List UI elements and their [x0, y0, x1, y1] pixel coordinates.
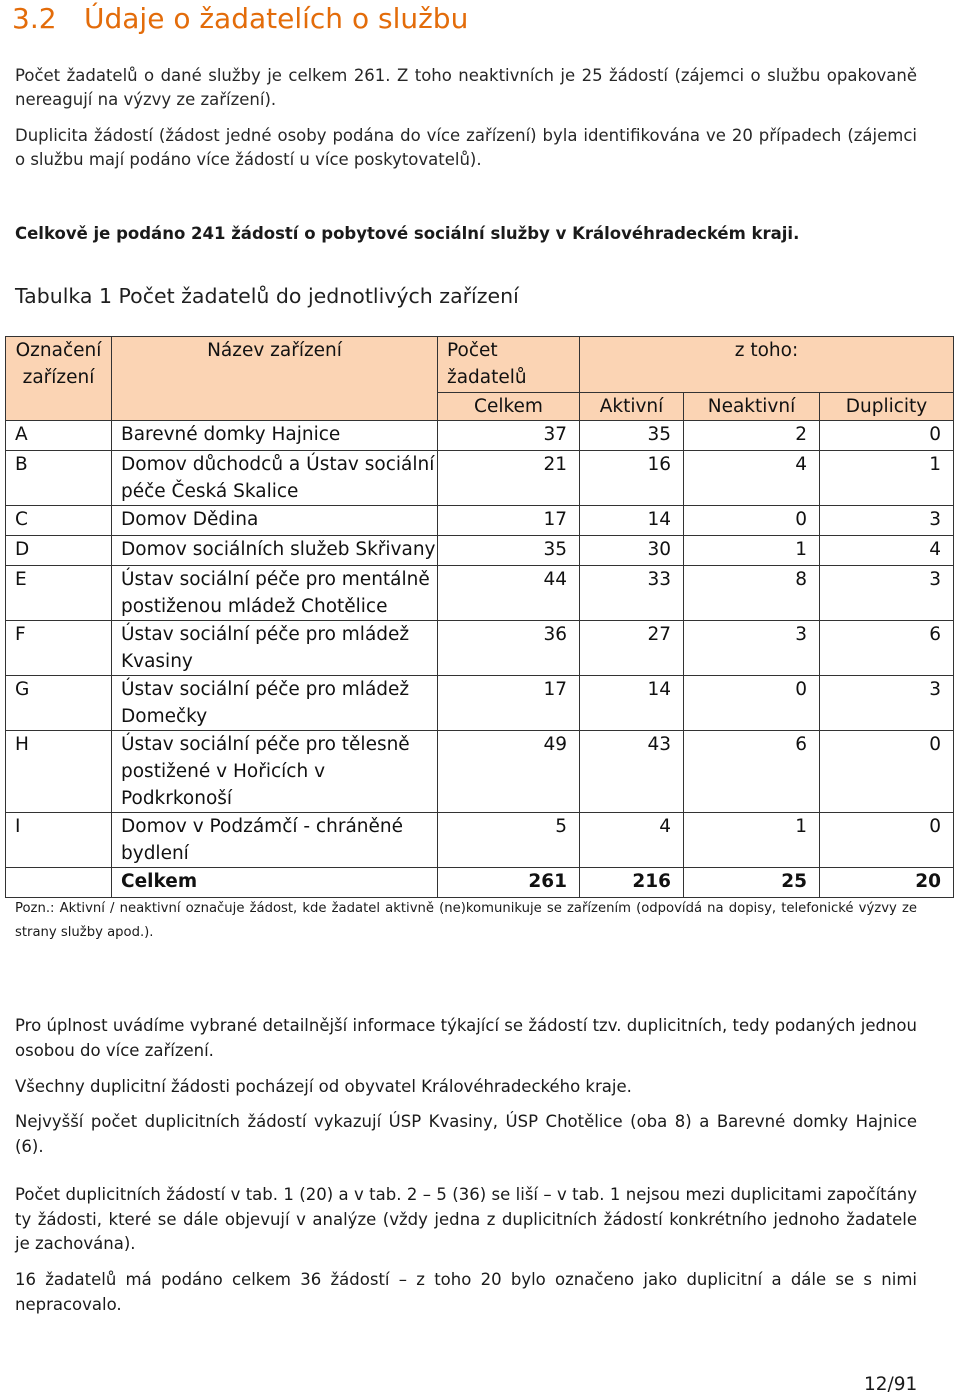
row-total: 44 — [438, 566, 580, 621]
row-active: 33 — [580, 566, 684, 621]
row-code: H — [6, 731, 112, 813]
row-active: 35 — [580, 421, 684, 451]
row-code: D — [6, 536, 112, 566]
row-code: A — [6, 421, 112, 451]
paragraph-detail-info: Pro úplnost uvádíme vybrané detailnější informace týkající se žádostí tzv. duplicitních, tedy podaných jednou osobou do více zařízení. — [15, 1016, 917, 1060]
row-duplicity: 6 — [820, 621, 954, 676]
total-duplicity: 20 — [820, 868, 954, 898]
row-active: 4 — [580, 813, 684, 868]
row-name: Domov sociálních služeb Skřivany — [112, 536, 438, 566]
row-active: 30 — [580, 536, 684, 566]
row-duplicity: 3 — [820, 566, 954, 621]
section-number: 3.2 — [12, 2, 57, 35]
row-duplicity: 1 — [820, 451, 954, 506]
paragraph-applicant-count: Počet žadatelů o dané služby je celkem 261. Z toho neaktivních je 25 žádostí (zájemci o službu opakovaně nereagují na výzvy ze zařízení). — [15, 66, 917, 109]
row-name: Domov důchodců a Ústav sociální péče Česká Skalice — [112, 451, 438, 506]
row-inactive: 1 — [684, 536, 820, 566]
table-row — [6, 813, 954, 868]
row-name: Ústav sociální péče pro mentálně postiženou mládež Chotělice — [112, 566, 438, 621]
total-label: Celkem — [112, 868, 438, 898]
paragraph-total-requests: Celkově je podáno 241 žádostí o pobytové sociální služby v Královéhradeckém kraji. — [15, 224, 800, 243]
table-row — [6, 451, 954, 506]
table-row — [6, 536, 954, 566]
row-name: Ústav sociální péče pro mládež Kvasiny — [112, 621, 438, 676]
row-duplicity: 3 — [820, 506, 954, 536]
row-inactive: 3 — [684, 621, 820, 676]
row-active: 14 — [580, 506, 684, 536]
row-name: Ústav sociální péče pro tělesně postižené v Hořicích v Podkrkonoší — [112, 731, 438, 813]
row-inactive: 2 — [684, 421, 820, 451]
row-name: Ústav sociální péče pro mládež Domečky — [112, 676, 438, 731]
row-inactive: 0 — [684, 506, 820, 536]
row-active: 16 — [580, 451, 684, 506]
table-row — [6, 731, 954, 813]
row-total: 35 — [438, 536, 580, 566]
table-total-row — [6, 868, 954, 898]
row-name: Domov Dědina — [112, 506, 438, 536]
row-code: B — [6, 451, 112, 506]
table-note: Pozn.: Aktivní / neaktivní označuje žádost, kde žadatel aktivně (ne)komunikuje se zařízením (odpovídá na dopisy, telefonické výzvy ze strany služby apod.). — [15, 901, 917, 940]
paragraph-region-origin: Všechny duplicitní žádosti pocházejí od obyvatel Královéhradeckého kraje. — [15, 1077, 632, 1096]
table-row — [6, 566, 954, 621]
row-inactive: 1 — [684, 813, 820, 868]
header-count: Počet žadatelů — [438, 337, 580, 393]
table-caption: Tabulka 1 Počet žadatelů do jednotlivých zařízení — [15, 284, 519, 308]
row-total: 17 — [438, 676, 580, 731]
total-inactive: 25 — [684, 868, 820, 898]
row-inactive: 8 — [684, 566, 820, 621]
paragraph-sixteen-applicants: 16 žadatelů má podáno celkem 36 žádostí – z toho 20 bylo označeno jako duplicitní a dále se s nimi nepracovalo. — [15, 1270, 917, 1314]
header-code: Označení zařízení — [6, 337, 112, 421]
row-code: E — [6, 566, 112, 621]
row-name: Domov v Podzámčí - chráněné bydlení — [112, 813, 438, 868]
table-row — [6, 621, 954, 676]
row-active: 43 — [580, 731, 684, 813]
row-total: 17 — [438, 506, 580, 536]
row-inactive: 4 — [684, 451, 820, 506]
row-code: C — [6, 506, 112, 536]
row-code: I — [6, 813, 112, 868]
table-row — [6, 421, 954, 451]
row-inactive: 6 — [684, 731, 820, 813]
header-name: Název zařízení — [112, 337, 438, 421]
total-code-empty — [6, 868, 112, 898]
section-heading — [12, 2, 468, 35]
section-title: Údaje o žadatelích o službu — [84, 2, 469, 35]
applicants-table — [5, 336, 954, 898]
page-number: 12/91 — [864, 1374, 918, 1395]
row-total: 21 — [438, 451, 580, 506]
row-duplicity: 0 — [820, 731, 954, 813]
row-total: 5 — [438, 813, 580, 868]
row-duplicity: 3 — [820, 676, 954, 731]
row-total: 49 — [438, 731, 580, 813]
table-row — [6, 506, 954, 536]
row-duplicity: 0 — [820, 813, 954, 868]
table-row — [6, 676, 954, 731]
row-total: 36 — [438, 621, 580, 676]
header-inactive: Neaktivní — [684, 393, 820, 421]
paragraph-duplicity-difference: Počet duplicitních žádostí v tab. 1 (20) a v tab. 2 – 5 (36) se liší – v tab. 1 nejsou mezi duplicitami započítány ty žádosti, které se dále objevují v analýze (vždy jedna z duplicitních žádostí konkrétního jednoho žadatele je zachována). — [15, 1185, 917, 1253]
row-total: 37 — [438, 421, 580, 451]
header-duplicity: Duplicity — [820, 393, 954, 421]
row-code: G — [6, 676, 112, 731]
paragraph-duplicity: Duplicita žádostí (žádost jedné osoby podána do více zařízení) byla identifikována ve 20 případech (zájemci o službu mají podáno více žádostí u více poskytovatelů). — [15, 126, 917, 169]
paragraph-highest-duplicity: Nejvyšší počet duplicitních žádostí vykazují ÚSP Kvasiny, ÚSP Chotělice (oba 8) a Barevné domky Hajnice (6). — [15, 1112, 917, 1156]
header-of-which: z toho: — [580, 337, 954, 393]
header-total: Celkem — [438, 393, 580, 421]
header-active: Aktivní — [580, 393, 684, 421]
row-active: 14 — [580, 676, 684, 731]
row-code: F — [6, 621, 112, 676]
row-inactive: 0 — [684, 676, 820, 731]
total-total: 261 — [438, 868, 580, 898]
total-active: 216 — [580, 868, 684, 898]
row-name: Barevné domky Hajnice — [112, 421, 438, 451]
row-duplicity: 4 — [820, 536, 954, 566]
row-active: 27 — [580, 621, 684, 676]
row-duplicity: 0 — [820, 421, 954, 451]
